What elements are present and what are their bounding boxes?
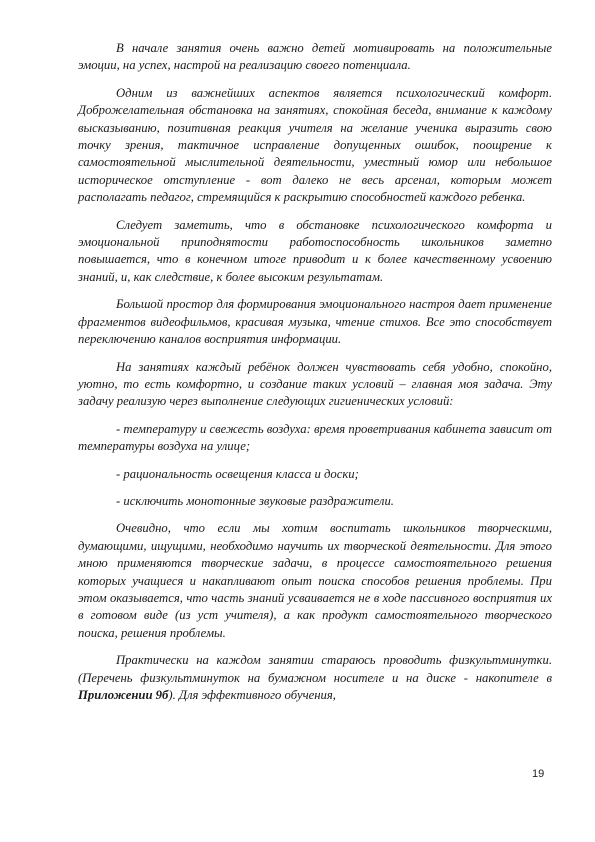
physical-breaks-text-start: Практически на каждом занятии стараюсь проводить физкультминутки. (Перечень физкультминуток на бумажном носителе и на диске - накопителе в — [78, 653, 552, 685]
page-number: 19 — [532, 768, 545, 780]
list-item-air-temperature: - температуру и свежесть воздуха: время проветривания кабинета зависит от температуры воздуха на улице; — [78, 421, 552, 454]
document-page — [78, 40, 552, 714]
paragraph-emotional-mood: Большой простор для формирования эмоционального настроя дает применение фрагментов видеофильмов, красивая музыка, чтение стихов. Все это способствует переключению каналов восприятия информации. — [78, 297, 552, 347]
paragraph-psychological-comfort: Одним из важнейших аспектов является психологический комфорт. Доброжелательная обстановка на занятиях, спокойная беседа, внимание к каждому высказыванию, позитивная реакция учителя на желание ученика выразить свою точку зрения, тактичное исправление допущенных ошибок, поощрение к самостоятельной мыслительной деятельности, уместный юмор или небольшое историческое отступление - вот далеко не весь арсенал, которым может располагать педагог, стремящийся к раскрытию способностей каждого ребенка. — [78, 85, 552, 205]
appendix-reference: Приложении 9б — [78, 688, 169, 702]
physical-breaks-text-end: ). Для эффективного обучения, — [168, 688, 336, 702]
paragraph-creative-tasks: Очевидно, что если мы хотим воспитать школьников творческими, думающими, ищущими, необходимо научить их творческой деятельности. Для этого мною применяются творческие задачи, в процессе самостоятельного решения которых учащиеся и накапливают опыт поиска способов решения проблемы. При этом оказывается, что часть знаний усваивается не в ходе пассивного восприятия их в готовом виде (из уст учителя), а как продукт самостоятельного творческого поиска, решения проблемы. — [78, 521, 552, 640]
paragraph-motivation: В начале занятия очень важно детей мотивировать на положительные эмоции, на успех, настрой на реализацию своего потенциала. — [78, 41, 552, 73]
list-item-lighting: - рациональность освещения класса и доски; — [116, 466, 359, 481]
list-item-sound: - исключить монотонные звуковые раздражители. — [116, 493, 394, 508]
paragraph-physical-breaks — [78, 652, 552, 704]
paragraph-hygienic-conditions: На занятиях каждый ребёнок должен чувствовать себя удобно, спокойно, уютно, то есть комфортно, и создание таких условий – главная моя задача. Эту задачу реализую через выполнение следующих гигиенических условий: — [78, 359, 552, 409]
paragraph-work-capacity: Следует заметить, что в обстановке психологического комфорта и эмоциональной приподнятости работоспособность школьников заметно повышается, что в конечном итоге приводит и к более качественному усвоению знаний, и, как следствие, к более высоким результатам. — [78, 217, 552, 284]
